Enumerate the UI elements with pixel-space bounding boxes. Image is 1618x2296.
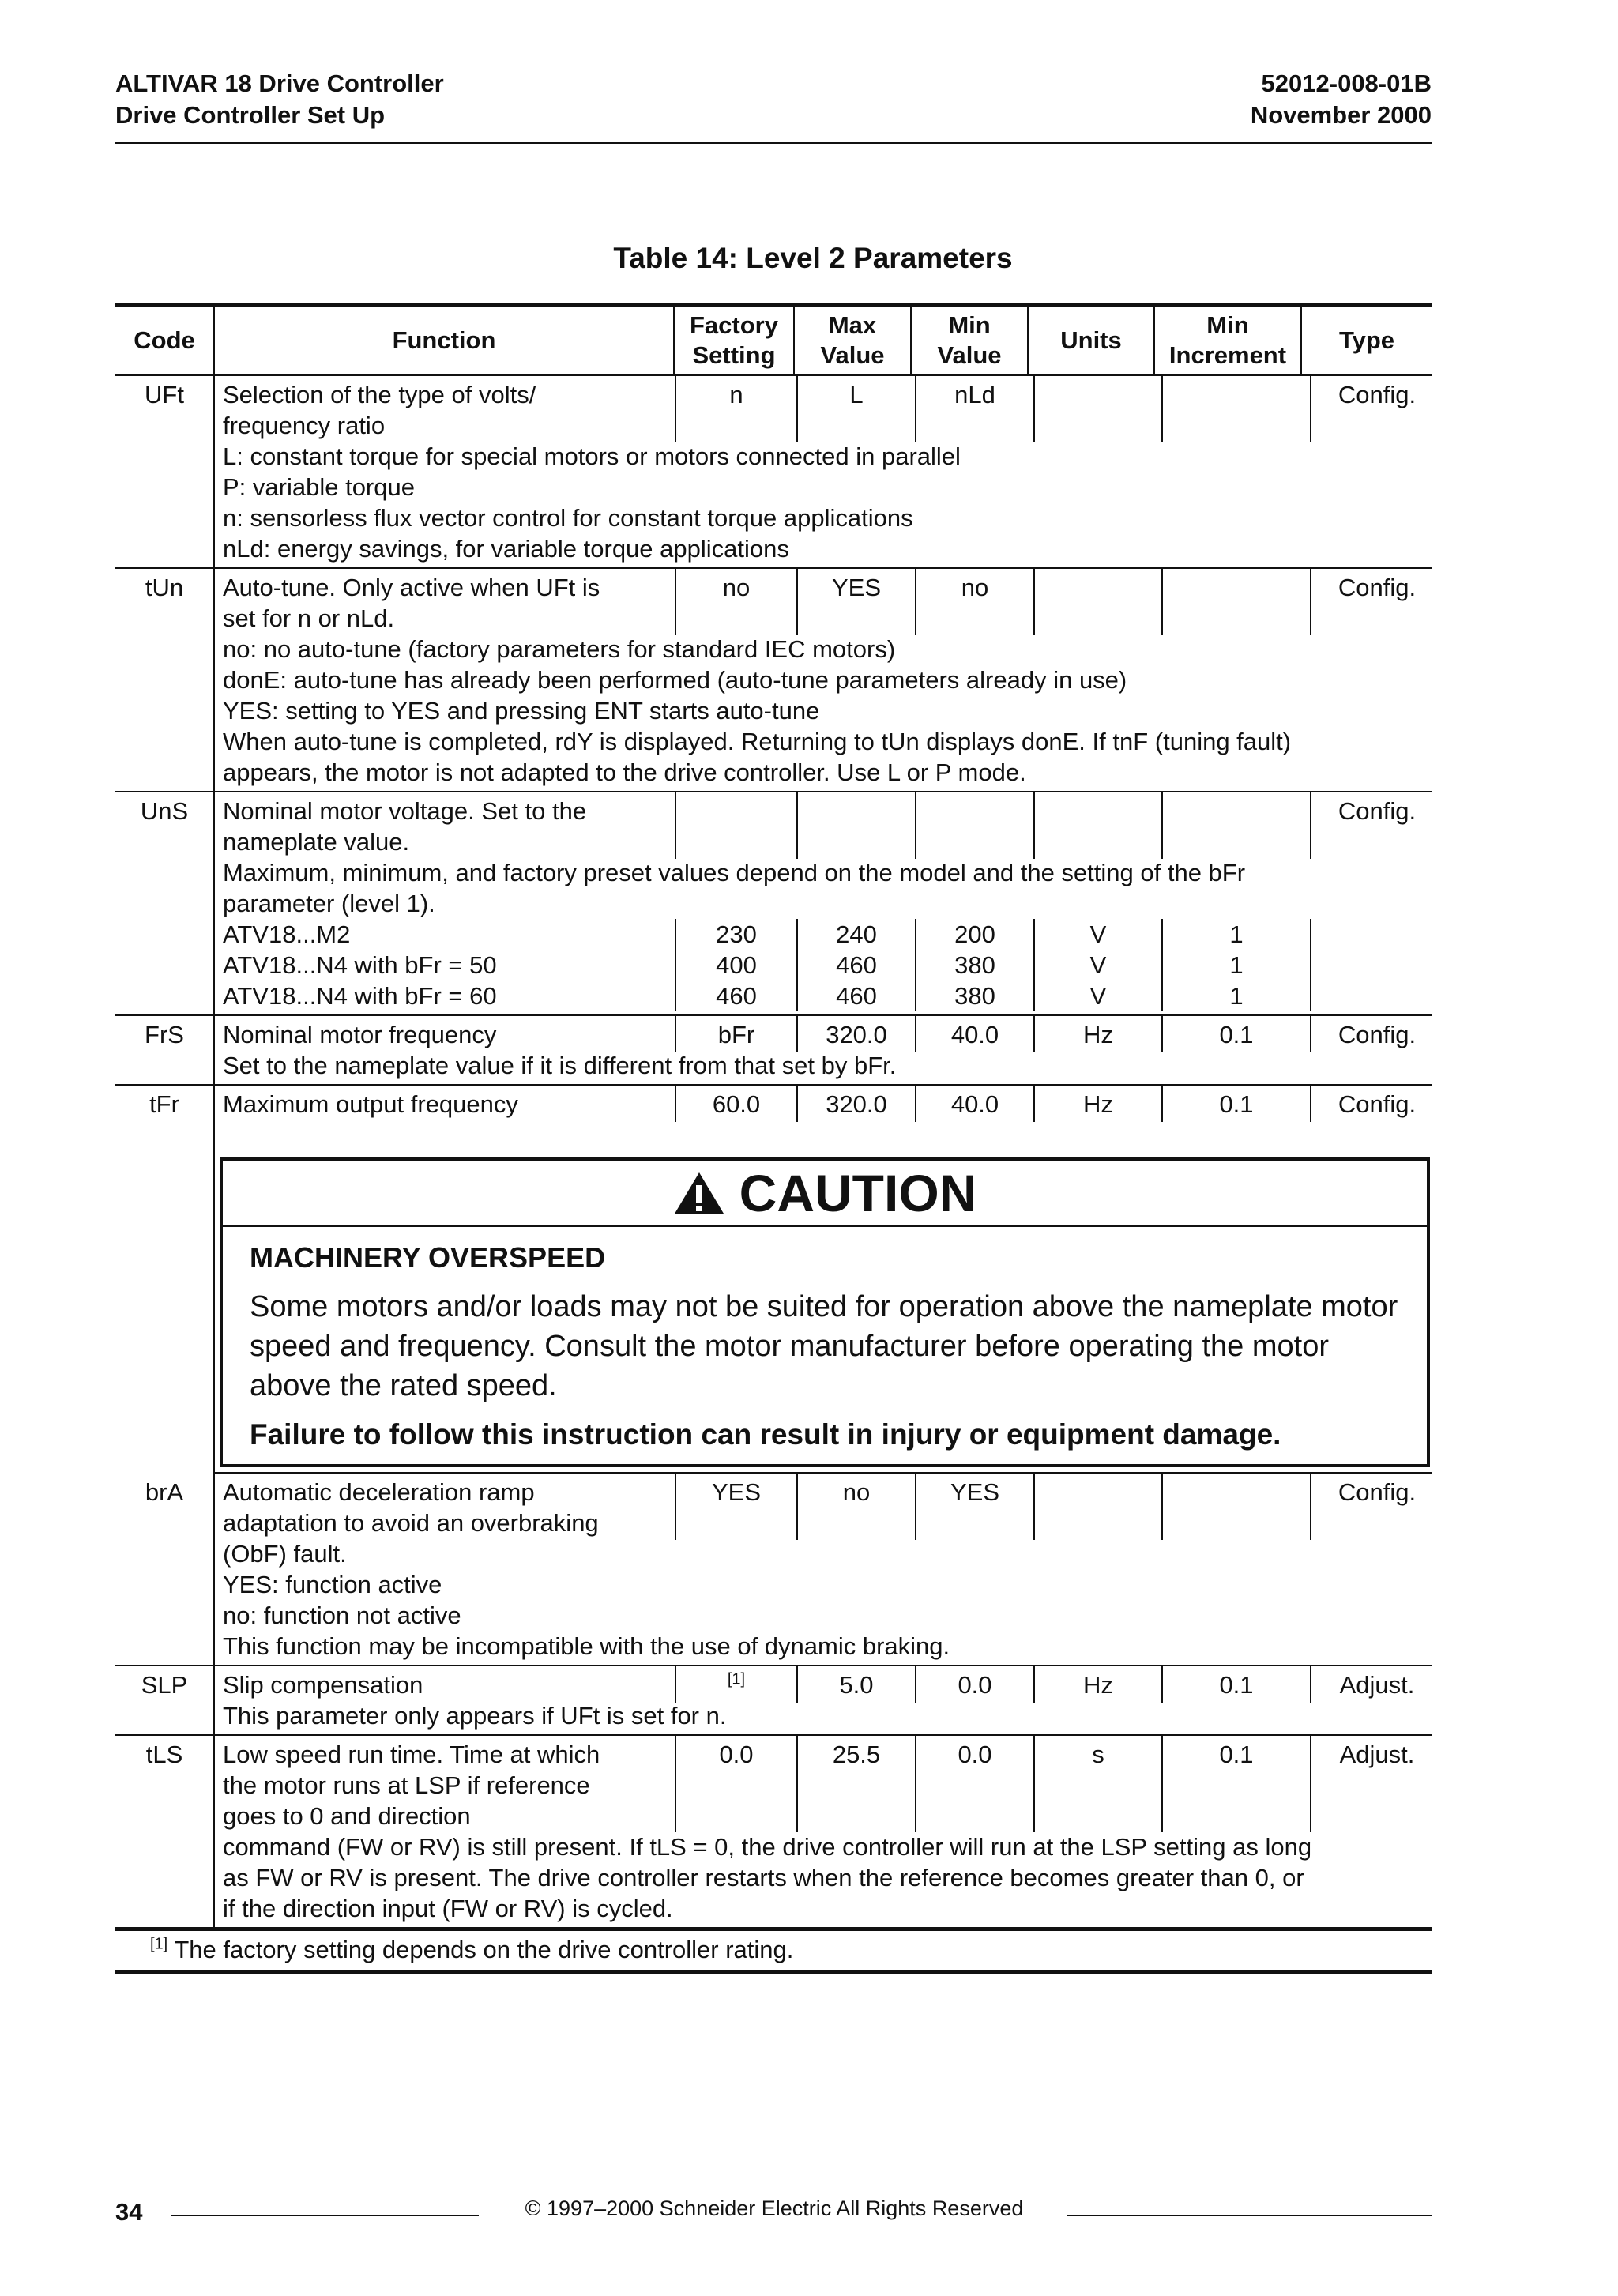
footnote-mark: [1] <box>150 1935 168 1953</box>
param-units <box>1033 376 1161 442</box>
table-row <box>115 569 1432 792</box>
model-row: ATV18...N4 with bFr = 50 400 460 380 V 1 <box>223 950 1443 981</box>
table-row <box>115 1016 1432 1086</box>
table-title: Table 14: Level 2 Parameters <box>613 242 1013 274</box>
param-increment: 0.1 <box>1161 1666 1310 1703</box>
param-type: Config. <box>1310 792 1443 859</box>
param-increment <box>1161 1474 1310 1540</box>
table-header-row <box>115 307 1432 376</box>
param-min: 0.0 <box>915 1666 1033 1703</box>
param-code: tFr <box>149 1090 179 1118</box>
table-row <box>115 792 1432 1016</box>
param-function: Automatic deceleration ramp adaptation to avoid an overbraking (ObF) fault. <box>223 1478 599 1568</box>
param-min: 40.0 <box>915 1086 1033 1122</box>
param-increment: 0.1 <box>1161 1016 1310 1052</box>
param-code: brA <box>145 1478 184 1506</box>
caution-label: CAUTION <box>739 1163 977 1222</box>
warning-triangle-icon <box>673 1171 725 1215</box>
param-max: 5.0 <box>796 1666 915 1703</box>
param-code: tLS <box>145 1741 183 1768</box>
doc-number: 52012-008-01B <box>1261 70 1432 97</box>
param-notes: This parameter only appears if UFt is set for n. <box>223 1702 727 1730</box>
param-max: YES <box>796 569 915 635</box>
param-function: Slip compensation <box>223 1671 423 1699</box>
table-row <box>115 1666 1432 1736</box>
col-function: Function <box>213 307 673 374</box>
col-factory-setting: Factory Setting <box>673 307 793 374</box>
param-min: no <box>915 569 1033 635</box>
param-factory: 0.0 <box>675 1736 796 1832</box>
table-row <box>115 1474 1432 1666</box>
param-type: Config. <box>1310 1474 1443 1540</box>
copyright: © 1997–2000 Schneider Electric All Rights Reserved <box>525 2196 1024 2220</box>
page-number: 34 <box>115 2198 143 2226</box>
parameters-table <box>115 303 1432 1974</box>
param-increment <box>1161 376 1310 442</box>
param-max: 25.5 <box>796 1736 915 1832</box>
param-factory: [1] <box>675 1666 796 1703</box>
param-notes: Set to the nameplate value if it is different from that set by bFr. <box>223 1052 897 1079</box>
param-notes: command (FW or RV) is still present. If tLS = 0, the drive controller will run at the LSP setting as long as FW or RV is present. The drive controller restarts when the reference becomes greater than 0, or if the direction input (FW or RV) is cycled. <box>223 1833 1312 1922</box>
param-max: no <box>796 1474 915 1540</box>
caution-box <box>220 1157 1430 1467</box>
doc-title-line2: Drive Controller Set Up <box>115 101 386 129</box>
param-min: 40.0 <box>915 1016 1033 1052</box>
param-code: UnS <box>140 797 189 825</box>
table-row <box>115 1086 1432 1123</box>
param-factory: YES <box>675 1474 796 1540</box>
table-row <box>115 1736 1432 1927</box>
doc-date: November 2000 <box>1250 101 1432 129</box>
param-notes: YES: function active no: function not active This function may be incompatible with the use of dynamic braking. <box>223 1571 950 1660</box>
header-rule <box>115 142 1432 144</box>
footer-rule-left <box>171 2215 479 2216</box>
param-units: Hz <box>1033 1086 1161 1122</box>
col-code: Code <box>134 326 195 354</box>
doc-id <box>1027 68 1432 131</box>
param-notes: Maximum, minimum, and factory preset values depend on the model and the setting of the bFr parameter (level 1). <box>223 859 1246 917</box>
param-min: nLd <box>915 376 1033 442</box>
param-type: Config. <box>1310 569 1443 635</box>
param-factory: no <box>675 569 796 635</box>
param-increment <box>1161 569 1310 635</box>
param-code: FrS <box>145 1021 184 1048</box>
col-min-increment: Min Increment <box>1153 307 1300 374</box>
param-units: Hz <box>1033 1666 1161 1703</box>
doc-title-line1: ALTIVAR 18 Drive Controller <box>115 70 444 97</box>
table-footnote <box>115 1927 1432 1974</box>
caution-title: MACHINERY OVERSPEED <box>250 1241 606 1274</box>
footnote-text: The factory setting depends on the drive controller rating. <box>174 1936 794 1963</box>
param-type: Adjust. <box>1310 1666 1443 1703</box>
param-function: Auto-tune. Only active when UFt is set for n or nLd. <box>223 574 600 632</box>
param-max: L <box>796 376 915 442</box>
table-row <box>115 376 1432 569</box>
param-units: s <box>1033 1736 1161 1832</box>
caution-container <box>213 1123 1432 1474</box>
param-code: UFt <box>145 381 184 408</box>
param-max: 320.0 <box>796 1086 915 1122</box>
doc-title <box>115 68 444 131</box>
col-max-value: Max Value <box>793 307 910 374</box>
param-increment: 0.1 <box>1161 1086 1310 1122</box>
param-function: Nominal motor frequency <box>223 1021 497 1048</box>
param-increment: 0.1 <box>1161 1736 1310 1832</box>
param-type: Adjust. <box>1310 1736 1443 1832</box>
param-function: Selection of the type of volts/ frequency ratio <box>223 381 536 439</box>
param-factory: bFr <box>675 1016 796 1052</box>
col-type: Type <box>1300 307 1432 374</box>
param-function: Maximum output frequency <box>223 1090 518 1118</box>
param-code: SLP <box>141 1671 188 1699</box>
param-function: Nominal motor voltage. Set to the nameplate value. <box>223 797 587 856</box>
footer-rule-right <box>1067 2215 1432 2216</box>
param-units <box>1033 1474 1161 1540</box>
param-code: tUn <box>145 574 184 601</box>
param-type: Config. <box>1310 1016 1443 1052</box>
param-min: 0.0 <box>915 1736 1033 1832</box>
param-factory: 60.0 <box>675 1086 796 1122</box>
param-units <box>1033 569 1161 635</box>
caution-warning: Failure to follow this instruction can result in injury or equipment damage. <box>250 1418 1281 1451</box>
model-row: ATV18...M2 230 240 200 V 1 <box>223 919 1443 950</box>
param-max: 320.0 <box>796 1016 915 1052</box>
param-notes: L: constant torque for special motors or motors connected in parallel P: variable torque n: sensorless flux vector control for constant torque applications nLd: energy savings, for variable torque applications <box>223 442 961 563</box>
col-min-value: Min Value <box>910 307 1027 374</box>
caution-text: Some motors and/or loads may not be suited for operation above the nameplate motor speed and frequency. Consult the motor manufacturer before operating the motor above the rated speed. <box>250 1290 1398 1402</box>
param-min: YES <box>915 1474 1033 1540</box>
model-row: ATV18...N4 with bFr = 60 460 460 380 V 1 <box>223 981 1443 1011</box>
param-type: Config. <box>1310 376 1443 442</box>
param-units: Hz <box>1033 1016 1161 1052</box>
param-function: Low speed run time. Time at which the motor runs at LSP if reference goes to 0 and direction <box>223 1741 600 1830</box>
param-factory: n <box>675 376 796 442</box>
param-notes: no: no auto-tune (factory parameters for standard IEC motors) donE: auto-tune has already been performed (auto-tune parameters already in use) YES: setting to YES and pressing ENT starts auto-tune When auto-tune is completed, rdY is displayed. Returning to tUn displays donE. If tnF (tuning fault) appears, the motor is not adapted to the drive controller. Use L or P mode. <box>223 635 1292 786</box>
caution-heading <box>223 1161 1427 1227</box>
col-units: Units <box>1027 307 1153 374</box>
param-type: Config. <box>1310 1086 1443 1122</box>
